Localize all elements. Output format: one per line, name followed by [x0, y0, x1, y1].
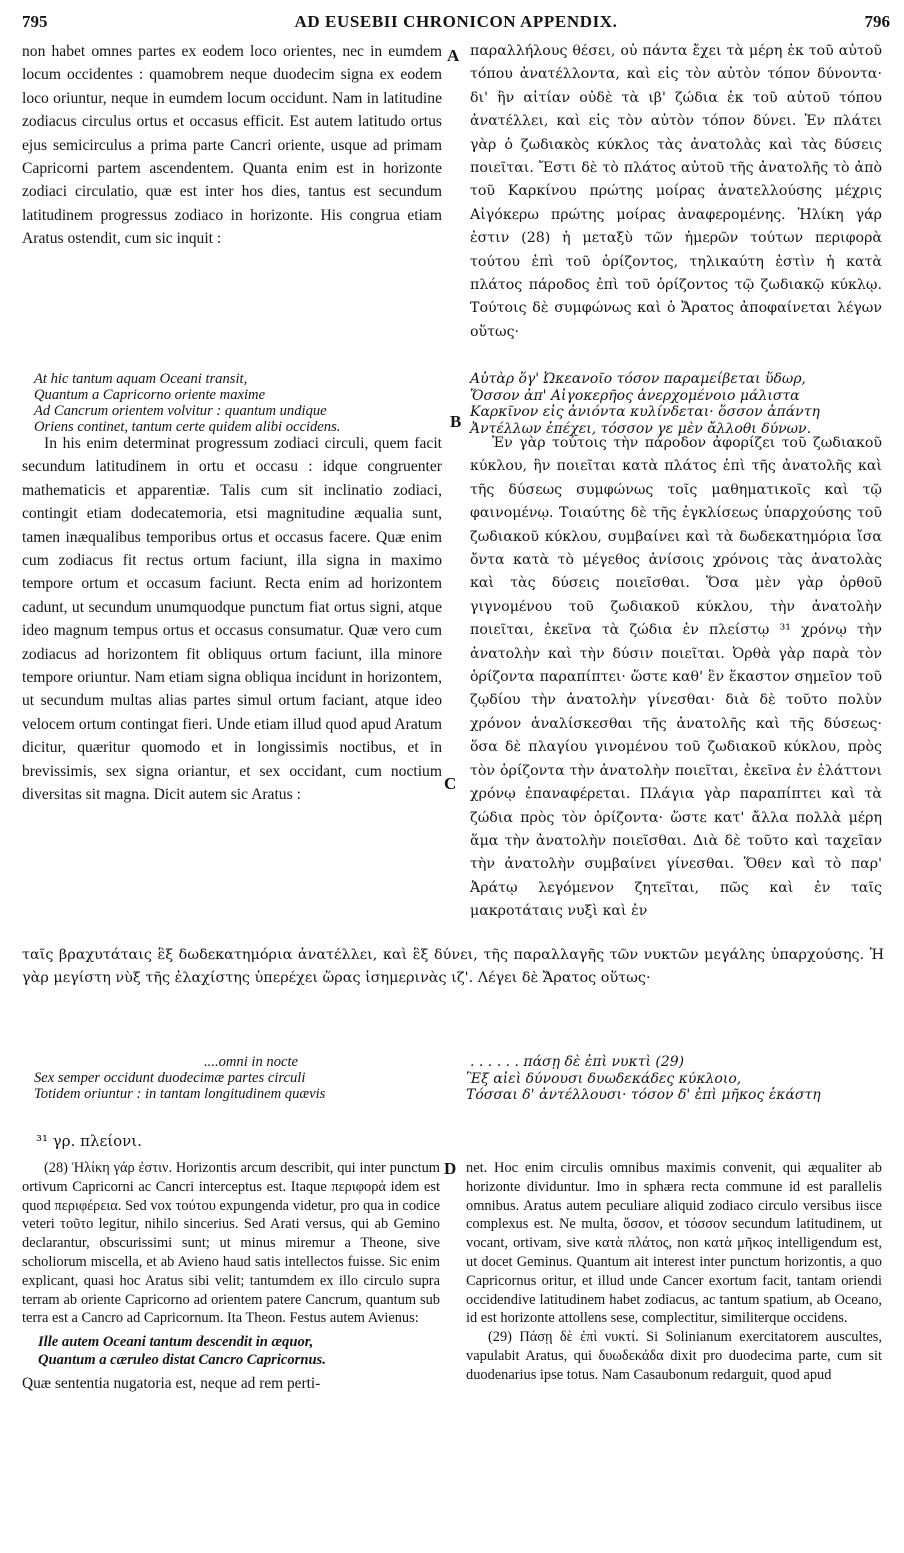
greek-poem-line: Αὐτὰρ ὅγ' Ὠκεανοῖο τόσον παραμείβεται ὕδωρ,: [470, 371, 806, 387]
notes-right: [466, 1159, 882, 1385]
greek-poem-line: Καρκῖνον εἰς ἀνιόντα κυλίνδεται· ὅσσον ἁπάντη: [470, 404, 820, 420]
full-width-greek: ταῖς βραχυτάταις ἓξ δωδεκατημόρια ἀνατέλλει, καὶ ἓξ δύνει, τῆς παραλλαγῆς τῶν νυκτῶν μεγάλης ὑπαρχούσης. Ἡ γὰρ μεγίστη νὺξ τῆς ἐλαχίστης ὑπερέχει ὥρας ἰσημερινὰς ιζ'. Λέγει δὲ Ἄρατος οὕτως·: [22, 947, 884, 986]
note-verse: [38, 1334, 440, 1369]
note-continuation: Quæ sententia nugatoria est, neque ad rem perti-: [22, 1375, 321, 1393]
greek-poem-2-line: . . . . . . πάσῃ δὲ ἐπὶ νυκτὶ (29): [470, 1054, 685, 1070]
greek-poem-2-line: Τόσσαι δ' ἀντέλλουσι· τόσον δ' ἐπὶ μῆκος ἑκάστη: [466, 1087, 821, 1103]
greek-poem: [470, 371, 882, 437]
latin-poem: [34, 371, 444, 435]
margin-marker-a: A: [447, 46, 460, 65]
greek-poem-2: [466, 1054, 882, 1104]
latin-poem-line: Oriens continet, tantum certe quidem alibi occidens.: [34, 419, 341, 435]
margin-marker-b: B: [450, 412, 462, 431]
notes-left: [22, 1159, 440, 1395]
latin-poem-2-line: Sex semper occidunt duodecimæ partes circuli: [34, 1070, 306, 1086]
greek-paragraph-1: παραλλήλους θέσει, οὐ πάντα ἔχει τὰ μέρη ἐκ τοῦ αὐτοῦ τόπου ἀνατέλλοντα, καὶ εἰς τὸν αὐτὸν τόπον δύνοντα· δι' ἣν αἰτίαν οὐδὲ τὰ ιβ' ζώδια ἐκ τοῦ αὐτοῦ τόπου ἀνατέλλει, καὶ εἰς τὸν αὐτὸν τόπον δύνει. Ἐν πλάτει γὰρ ὁ ζωδιακὸς κύκλος τὰς ἀνατολὰς καὶ τὰς δύσεις ποιεῖται. Ἔστι δὲ τὸ πλάτος αὐτοῦ τῆς ἀνατολῆς τὸ ἀπὸ τοῦ Καρκίνου πρώτης μοίρας ἀνατελλούσης μέχρις Αἰγόκερω πρώτης μοίρας ἀναφερομένης. Ἡλίκη γάρ ἐστιν (28) ἡ μεταξὺ τῶν ἡμερῶν τούτων περιφορὰ τούτου ἐπὶ τοῦ ὁρίζοντος, τηλικαύτη ἐστὶν ἡ κατὰ πλάτος πάροδος ἐπὶ τοῦ ὁρίζοντος τῷ ζωδιακῷ κύκλῳ. Τούτοις δὲ συμφώνως καὶ ὁ Ἄρατος ἀποφαίνεται λέγων οὕτως·: [470, 43, 882, 340]
latin-paragraph-1: non habet omnes partes ex eodem loco orientes, nec in eumdem locum occidentes : quamobrem neque duodecim signa ex eodem loco oriuntur, neque in eumdem locum occidunt. Nam in latitudine zodiacus circulus ortus et occasus efficit. Est autem latitudo ortus ejus semicirculus a prima parte Cancri oriente, usque ad primam Capricorni partem ascendentem. Quanta enim est in horizonte zodiaci circulatio, quæ est inter hos dies, tantus est secundum latitudinem progressus zodiaco in horizonte. His congrua etiam Aratus ostendit, cum sic inquit :: [22, 43, 442, 248]
latin-poem-2: [34, 1054, 444, 1102]
footnote: ³¹ γρ. πλείονι.: [36, 1132, 142, 1150]
latin-poem-line: At hic tantum aquam Oceani transit,: [34, 371, 248, 387]
note-29-text: (29) Πάσῃ δὲ ἐπὶ νυκτί. Si Solinianum exercitatorem auscultes, vapulabit Aratus, qui δυωδεκάδα dixit pro duodecima parte, cum sit duodenarius ipse totus. Nam Casaubonum redarguit, quod apud: [466, 1329, 882, 1383]
greek-poem-2-line: Ἓξ αἰεὶ δύνουσι δυωδεκάδες κύκλοιο,: [466, 1070, 742, 1087]
latin-paragraph-2: In his enim determinat progressum zodiaci circuli, quem facit secundum latitudinem in ortu et occasu : idque congruenter mathematicis et apparentiæ. Talis cum sit inclinatio zodiaci, contingit etiam dodecatemoria, etsi magnitudine æqualia sunt, tamen inæqualibus temporibus ortus et occasus facere. Quæ enim cum zodiacus fit rectus ortum faciunt, illa signa in maximo tempore ortum et occasum faciunt. Recta enim ad horizontem cadunt, ut secundum unumquodque punctum fiat ortus signi, atque ideo magnum tempus ortus et occasus consumatur. Quæ vero cum zodiacus ad horizontem fit obliquus ortum faciunt, illa minore tempore oriuntur. Nam etiam signa obliqua incidunt in horizontem, ut secundum multas alias partes simul ortum faciant, atque ideo velocem ortum contingat fieri. Unde etiam illud quod apud Aratum dicitur, quæritur quomodo et in longissimis noctibus, et in brevissimis, sex signa oriantur, et sex occidant, cum noctium diversitas sit magna. Dicit autem sic Aratus :: [22, 435, 442, 804]
latin-poem-line: Ad Cancrum orientem volvitur : quantum undique: [34, 403, 327, 419]
latin-poem-line: Quantum a Capricorno oriente maxime: [34, 387, 266, 403]
note-verse-line: Quantum a cæruleo distat Cancro Capricornus.: [38, 1351, 326, 1368]
margin-marker-d: D: [444, 1159, 457, 1178]
latin-poem-2-line: Totidem oriuntur : in tantam longitudinem quævis: [34, 1086, 326, 1102]
page-header: [22, 12, 890, 34]
note-28-continued: net. Hoc enim circulis omnibus maximis convenit, qui æqualiter ab horizonte dividuntur. Imo in sphæra recta commune id est parallelis omnibus. Aratus autem peculiare aliquid zodiaco circulo versibus iisce complexus est. Ne multa, ὅσσον, et τόσσον secundum latitudinem, ut vocant, ortivam, sive κατὰ πλάτος, non κατὰ μῆκος intelligendum est, ut docet Geminus. Quantum ait interest inter punctum horizontis, a quo Capricornus oritur, et illud unde Cancer exortum facit, tantam oriendi occidendive latitudinem habet zodiacus, ac tantum spatium, ab Oceano, id est horizonte attollens sese, complectitur, similiterque occidens.: [466, 1160, 882, 1327]
greek-poem-line: Ὅσσον ἀπ' Αἰγοκερῆος ἀνερχομένοιο μάλιστα: [470, 387, 800, 404]
margin-marker-c: C: [444, 774, 457, 793]
running-title: AD EUSEBII CHRONICON APPENDIX.: [294, 12, 618, 31]
greek-poem-line: Ἀντέλλων ἐπέχει, τόσσον γε μὲν ἄλλοθι δύνων.: [470, 420, 812, 437]
page-number-left: 795: [22, 12, 48, 31]
note-28-text: (28) Ἡλίκη γάρ ἐστιν. Horizontis arcum describit, qui inter punctum ortivum Capricorni ac Cancri interceptus est. Itaque περιφορά idem est quod περιφέρεια. Sed vox τούτου expungenda videtur, pro qua in codice veteri τοῦτο legitur, nihilo sincerius. Sed Arati versus, qui ab Gemino declarantur, obscurissimi sunt; ut minus miremur a Theone, sive scholiorum miscella, et ab Avieno haud satis intellectos fuisse. Sic enim explicant, quasi hoc Aratus sibi velit; tantumdem ex illo circulo supra terram ab oriente Capricorno ad orientem patere Cancrum, quantum sub terra est a Cancro ad Capricornum. Ita Theon. Festus autem Avienus:: [22, 1160, 440, 1327]
note-verse-line: Ille autem Oceani tantum descendit in æquor,: [38, 1334, 314, 1351]
page-number-right: 796: [864, 12, 890, 31]
latin-poem-2-line: ....omni in nocte: [204, 1054, 299, 1070]
greek-paragraph-2: Ἐν γὰρ τούτοις τὴν πάροδον ἀφορίζει τοῦ ζωδιακοῦ κύκλου, ἣν ποιεῖται κατὰ πλάτος ἐπὶ τῆς ἀνατολῆς καὶ τῆς δύσεως συμφώνως τοῖς μαθηματικοῖς καὶ τῷ φαινομένῳ. Τοιαύτης δὲ τῆς ἐγκλίσεως ὑπαρχούσης τοῦ ζωδιακοῦ κύκλου, συμβαίνει καὶ τὰ δωδεκατημόρια ἴσα ὄντα κατὰ τὸ μέγεθος ἀνίσοις χρόνοις τὰς ἀνατολὰς καὶ τὰς δύσεις ποιεῖσθαι. Ὅσα μὲν γὰρ ὀρθοῦ γιγνομένου τοῦ ζωδιακοῦ κύκλου, τὴν ἀνατολὴν ποιεῖται, ἐκεῖνα τὰ ζώδια ἐν πλείστῳ ³¹ χρόνῳ τὴν ἀνατολὴν καὶ τὴν δύσιν ποιεῖται. Ὀρθὰ γὰρ παρὰ τὸν ὁρίζοντα παραπίπτει· ὥστε καθ' ἓν ἕκαστον σημεῖον τοῦ ζῳδίου τὴν ἀνατολὴν γίνεσθαι· διὰ δὲ τοῦτο πολὺν χρόνον ἀναλίσκεσθαι τῆς ἀνατολῆς καὶ τῆς δύσεως· ὅσα δὲ πλαγίου γινομένου τοῦ ζωδιακοῦ κύκλου, πρὸς τὸν ὁρίζοντα τὴν ἀνατολὴν ποιεῖται, ἐκεῖνα ἐν ἐλάττονι χρόνῳ ἐπαναφέρεται. Πλάγια γὰρ παραπίπτει καὶ τὰ ζώδια πρὸς τὸν ὁρίζοντα· ὥστε κατ' ἄλλα πολλὰ μέρη ἅμα τὴν ἀνατολὴν ποιεῖσθαι. Διὰ δὲ τοῦτο καὶ ταχεῖαν τὴν ἀνατολὴν συμβαίνει γίνεσθαι. Ὅθεν καὶ τὸ παρ' Ἀράτῳ λεγόμενον ζητεῖται, πῶς καὶ ἐν ταῖς μακροτάταις νυξὶ καὶ ἐν: [470, 435, 882, 920]
